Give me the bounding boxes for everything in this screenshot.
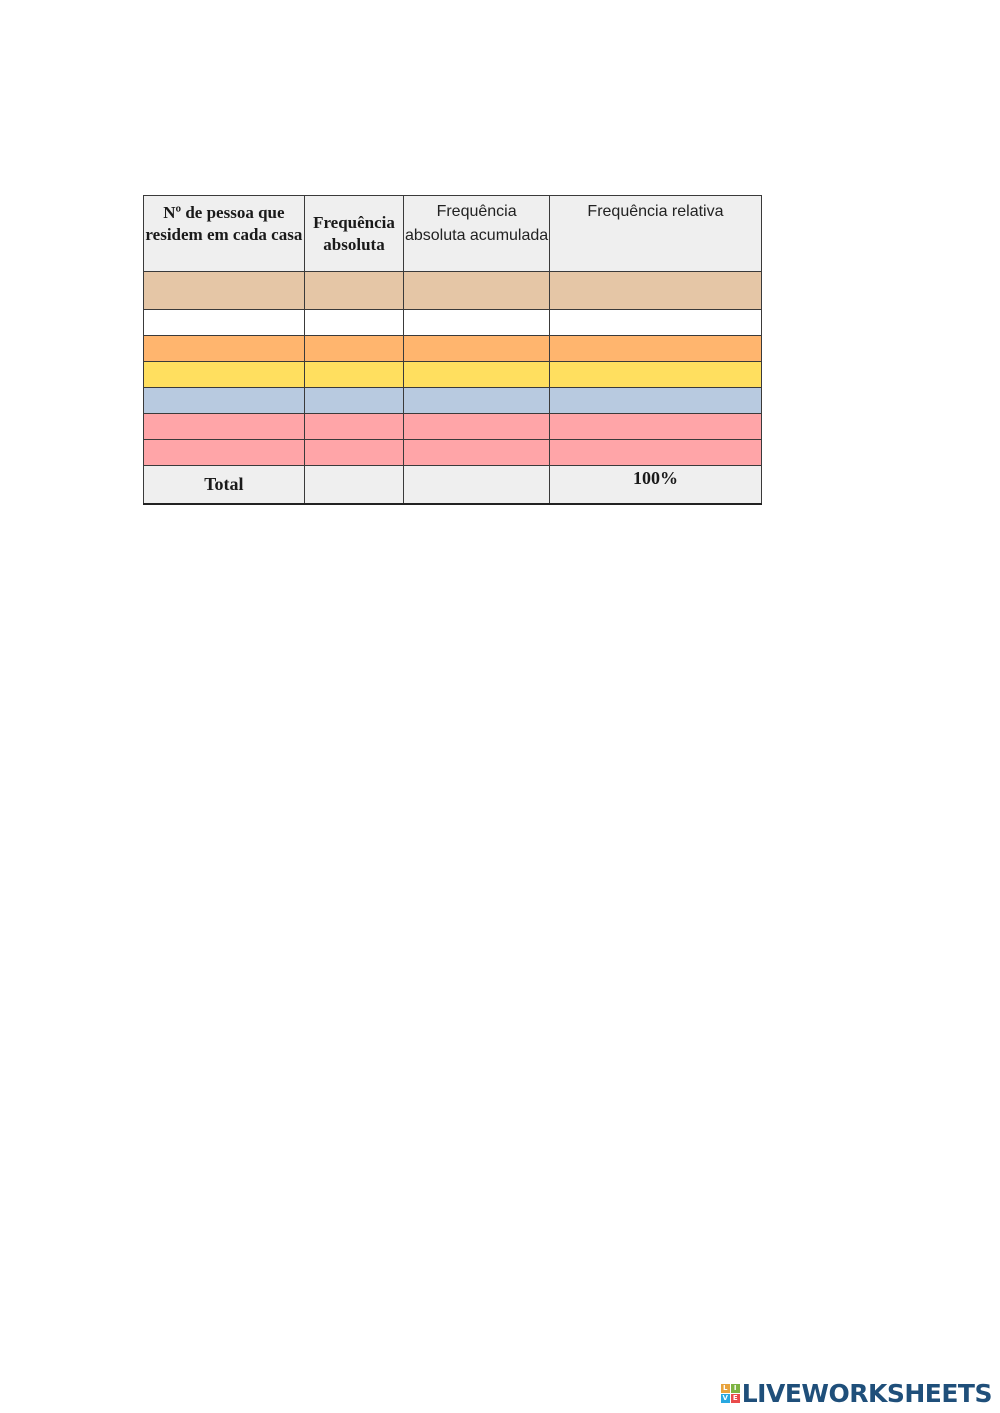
cell[interactable] xyxy=(404,414,550,440)
liveworksheets-logo xyxy=(721,1379,992,1407)
logo-letter: V xyxy=(722,1393,728,1402)
cell[interactable] xyxy=(549,310,761,336)
cell[interactable] xyxy=(549,336,761,362)
cell[interactable] xyxy=(304,440,403,466)
cell[interactable] xyxy=(404,336,550,362)
cell[interactable] xyxy=(549,440,761,466)
cell[interactable] xyxy=(144,362,305,388)
cell[interactable] xyxy=(304,388,403,414)
total-cumulative-cell[interactable] xyxy=(404,466,550,504)
cell[interactable] xyxy=(144,336,305,362)
cell[interactable] xyxy=(144,440,305,466)
cell[interactable] xyxy=(549,362,761,388)
cell[interactable] xyxy=(404,440,550,466)
logo-letter: I xyxy=(731,1384,740,1393)
total-label: Total xyxy=(144,466,305,504)
header-relative-frequency: Frequência relativa xyxy=(549,196,761,272)
cell[interactable] xyxy=(144,310,305,336)
table-row xyxy=(144,388,762,414)
total-absolute-cell[interactable] xyxy=(304,466,403,504)
frequency-table xyxy=(143,195,762,505)
total-relative-value: 100% xyxy=(549,466,761,504)
table-row xyxy=(144,414,762,440)
cell[interactable] xyxy=(549,414,761,440)
cell[interactable] xyxy=(404,310,550,336)
cell[interactable] xyxy=(144,414,305,440)
cell[interactable] xyxy=(304,362,403,388)
table-row xyxy=(144,336,762,362)
logo-text: LIVEWORKSHEETS xyxy=(741,1378,992,1408)
table-row xyxy=(144,362,762,388)
header-people-per-house: Nº de pessoa que residem em cada casa xyxy=(144,196,305,272)
logo-letter: L xyxy=(721,1384,730,1393)
cell[interactable] xyxy=(304,414,403,440)
header-cumulative-frequency: Frequência absoluta acumulada xyxy=(404,196,550,272)
table-row xyxy=(144,310,762,336)
table-header-row xyxy=(144,196,762,272)
cell[interactable] xyxy=(144,388,305,414)
total-row xyxy=(144,466,762,504)
cell[interactable] xyxy=(549,388,761,414)
logo-mark-icon xyxy=(721,1384,740,1403)
cell[interactable] xyxy=(404,362,550,388)
logo-letter: E xyxy=(731,1394,740,1403)
cell[interactable] xyxy=(404,388,550,414)
table-row xyxy=(144,272,762,310)
cell[interactable] xyxy=(304,336,403,362)
table-row xyxy=(144,440,762,466)
cell[interactable] xyxy=(304,272,403,310)
cell[interactable] xyxy=(304,310,403,336)
header-absolute-frequency: Frequência absoluta xyxy=(304,196,403,272)
cell[interactable] xyxy=(144,272,305,310)
cell[interactable] xyxy=(404,272,550,310)
cell[interactable] xyxy=(549,272,761,310)
